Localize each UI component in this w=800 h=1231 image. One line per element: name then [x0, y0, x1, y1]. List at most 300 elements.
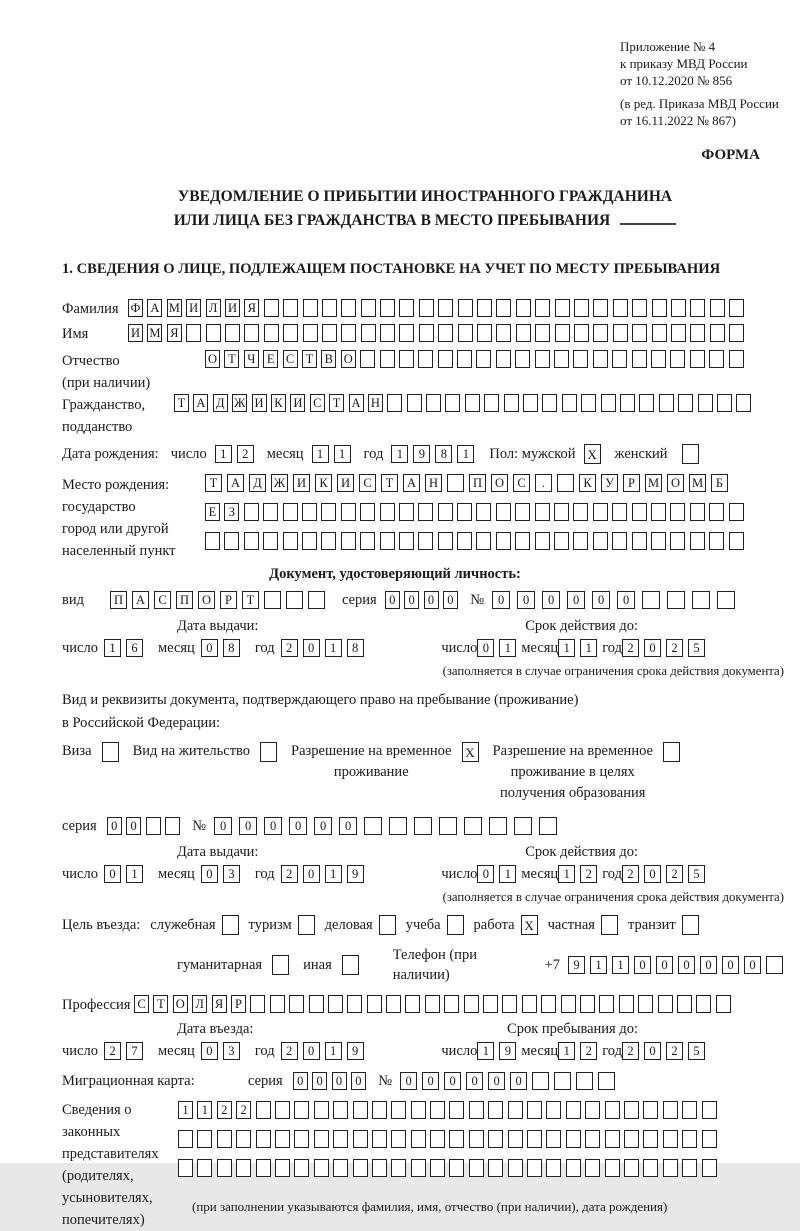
cell[interactable]: Т — [302, 350, 317, 368]
cell[interactable]: 2 — [236, 1101, 251, 1119]
cell[interactable] — [585, 1159, 600, 1177]
cell[interactable]: 6 — [126, 639, 143, 657]
cell[interactable] — [333, 1101, 348, 1119]
cell[interactable]: 2 — [237, 445, 254, 463]
cell[interactable] — [430, 1159, 445, 1177]
cell[interactable] — [710, 324, 725, 342]
cell[interactable] — [360, 503, 375, 521]
cell[interactable] — [321, 503, 336, 521]
purpose-other-checkbox[interactable] — [342, 955, 359, 975]
cell[interactable]: 9 — [413, 445, 430, 463]
cell[interactable] — [341, 299, 356, 317]
cell[interactable] — [438, 324, 453, 342]
cell[interactable] — [632, 324, 647, 342]
visa-checkbox[interactable] — [102, 742, 119, 762]
cell[interactable] — [458, 324, 473, 342]
cell[interactable] — [496, 299, 511, 317]
cell[interactable] — [298, 915, 315, 935]
cell[interactable]: П — [469, 474, 486, 492]
cell[interactable]: 2 — [666, 1042, 683, 1060]
cell[interactable]: А — [403, 474, 420, 492]
cell[interactable] — [566, 1101, 581, 1119]
cell[interactable]: 1 — [312, 445, 329, 463]
cell[interactable]: 7 — [126, 1042, 143, 1060]
cell[interactable]: 2 — [666, 639, 683, 657]
cell[interactable] — [736, 394, 751, 412]
cell[interactable] — [458, 299, 473, 317]
cell[interactable]: 1 — [325, 639, 342, 657]
cell[interactable] — [399, 532, 414, 550]
cell[interactable] — [399, 324, 414, 342]
cell[interactable] — [716, 995, 731, 1013]
cell[interactable]: Р — [220, 591, 237, 609]
cell[interactable] — [508, 1101, 523, 1119]
cell[interactable]: 1 — [325, 865, 342, 883]
cell[interactable]: Ч — [244, 350, 259, 368]
cell[interactable] — [465, 394, 480, 412]
cell[interactable] — [386, 995, 401, 1013]
cell[interactable] — [624, 1159, 639, 1177]
cell[interactable] — [205, 532, 220, 550]
cell[interactable]: Е — [263, 350, 278, 368]
cell[interactable]: Т — [381, 474, 398, 492]
cell[interactable] — [729, 532, 744, 550]
cell[interactable] — [364, 817, 382, 835]
cell[interactable]: С — [359, 474, 376, 492]
cell[interactable]: 0 — [510, 1072, 527, 1090]
cell[interactable] — [399, 299, 414, 317]
cell[interactable]: 2 — [580, 1042, 597, 1060]
cell[interactable] — [438, 503, 453, 521]
cell[interactable] — [353, 1159, 368, 1177]
cell[interactable]: 5 — [688, 865, 705, 883]
cell[interactable]: X — [584, 444, 601, 464]
cell[interactable]: О — [341, 350, 356, 368]
cell[interactable] — [554, 503, 569, 521]
cell[interactable]: 0 — [477, 865, 494, 883]
cell[interactable] — [566, 1130, 581, 1148]
cell[interactable] — [361, 324, 376, 342]
cell[interactable] — [532, 1072, 549, 1090]
cell[interactable] — [438, 532, 453, 550]
cell[interactable] — [651, 503, 666, 521]
cell[interactable]: 1 — [558, 865, 575, 883]
cell[interactable] — [677, 995, 692, 1013]
cell[interactable]: 0 — [722, 956, 739, 974]
cell[interactable] — [263, 503, 278, 521]
cell[interactable]: 9 — [499, 1042, 516, 1060]
cell[interactable]: 1 — [580, 639, 597, 657]
cell[interactable] — [411, 1101, 426, 1119]
cell[interactable] — [488, 1130, 503, 1148]
cell[interactable] — [426, 394, 441, 412]
cell[interactable] — [488, 1101, 503, 1119]
cell[interactable]: Т — [205, 474, 222, 492]
cell[interactable] — [328, 995, 343, 1013]
cell[interactable] — [717, 591, 735, 609]
cell[interactable] — [546, 1159, 561, 1177]
cell[interactable]: 0 — [567, 591, 585, 609]
cell[interactable]: 0 — [542, 591, 560, 609]
cell[interactable]: П — [176, 591, 193, 609]
cell[interactable] — [593, 503, 608, 521]
cell[interactable]: 0 — [422, 1072, 439, 1090]
cell[interactable] — [682, 1159, 697, 1177]
cell[interactable] — [222, 915, 239, 935]
cell[interactable] — [508, 1130, 523, 1148]
cell[interactable] — [696, 995, 711, 1013]
cell[interactable] — [573, 503, 588, 521]
cell[interactable] — [585, 1101, 600, 1119]
cell[interactable]: 0 — [404, 591, 419, 609]
cell[interactable] — [418, 350, 433, 368]
cell[interactable] — [561, 995, 576, 1013]
cell[interactable] — [535, 299, 550, 317]
cell[interactable]: И — [252, 394, 267, 412]
cell[interactable]: Д — [249, 474, 266, 492]
purpose-study-checkbox[interactable] — [447, 915, 464, 935]
cell[interactable]: 1 — [178, 1101, 193, 1119]
cell[interactable] — [667, 591, 685, 609]
cell[interactable] — [585, 1130, 600, 1148]
cell[interactable]: 0 — [385, 591, 400, 609]
cell[interactable]: 0 — [289, 817, 307, 835]
cell[interactable]: И — [293, 474, 310, 492]
cell[interactable] — [573, 350, 588, 368]
cell[interactable]: 0 — [339, 817, 357, 835]
cell[interactable]: Ж — [234, 396, 246, 410]
cell[interactable]: О — [173, 995, 188, 1013]
cell[interactable] — [652, 299, 667, 317]
cell[interactable] — [601, 394, 616, 412]
cell[interactable] — [387, 394, 402, 412]
cell[interactable]: 2 — [622, 1042, 639, 1060]
cell[interactable] — [353, 1130, 368, 1148]
cell[interactable] — [272, 955, 289, 975]
cell[interactable]: 1 — [558, 1042, 575, 1060]
cell[interactable] — [236, 1159, 251, 1177]
cell[interactable] — [632, 532, 647, 550]
cell[interactable] — [523, 394, 538, 412]
cell[interactable] — [294, 1101, 309, 1119]
cell[interactable]: 0 — [126, 817, 141, 835]
cell[interactable] — [514, 817, 532, 835]
cell[interactable] — [217, 1159, 232, 1177]
cell[interactable] — [294, 1130, 309, 1148]
cell[interactable]: Я — [244, 299, 259, 317]
cell[interactable] — [260, 742, 277, 762]
cell[interactable] — [651, 532, 666, 550]
cell[interactable] — [314, 1130, 329, 1148]
cell[interactable]: . — [535, 474, 552, 492]
cell[interactable]: 0 — [443, 591, 458, 609]
cell[interactable] — [457, 532, 472, 550]
cell[interactable] — [333, 1159, 348, 1177]
cell[interactable] — [283, 532, 298, 550]
cell[interactable] — [535, 324, 550, 342]
cell[interactable]: Е — [205, 503, 220, 521]
cell[interactable] — [399, 503, 414, 521]
cell[interactable] — [555, 299, 570, 317]
cell[interactable]: 1 — [477, 1042, 494, 1060]
cell[interactable] — [309, 995, 324, 1013]
cell[interactable] — [236, 1130, 251, 1148]
cell[interactable]: 0 — [351, 1072, 366, 1090]
cell[interactable] — [522, 995, 537, 1013]
cell[interactable]: 8 — [435, 445, 452, 463]
cell[interactable] — [419, 324, 434, 342]
cell[interactable] — [469, 1159, 484, 1177]
cell[interactable] — [638, 995, 653, 1013]
cell[interactable]: 0 — [644, 639, 661, 657]
cell[interactable] — [263, 532, 278, 550]
cell[interactable] — [690, 532, 705, 550]
cell[interactable]: Д — [213, 394, 228, 412]
cell[interactable] — [555, 324, 570, 342]
cell[interactable] — [729, 299, 744, 317]
cell[interactable] — [322, 324, 337, 342]
cell[interactable]: Л — [206, 299, 221, 317]
cell[interactable]: 0 — [303, 639, 320, 657]
cell[interactable] — [256, 1130, 271, 1148]
cell[interactable] — [670, 532, 685, 550]
cell[interactable] — [599, 995, 614, 1013]
cell[interactable] — [314, 1101, 329, 1119]
cell[interactable] — [504, 394, 519, 412]
cell[interactable] — [539, 817, 557, 835]
cell[interactable]: Т — [224, 350, 239, 368]
cell[interactable]: Б — [711, 474, 728, 492]
cell[interactable] — [670, 503, 685, 521]
cell[interactable] — [438, 350, 453, 368]
cell[interactable] — [663, 742, 680, 762]
cell[interactable] — [619, 995, 634, 1013]
cell[interactable] — [464, 817, 482, 835]
cell[interactable] — [314, 1159, 329, 1177]
cell[interactable] — [389, 817, 407, 835]
cell[interactable] — [651, 350, 666, 368]
cell[interactable] — [508, 1159, 523, 1177]
cell[interactable] — [250, 995, 265, 1013]
cell[interactable] — [476, 350, 491, 368]
cell[interactable]: Н — [368, 394, 383, 412]
cell[interactable]: 0 — [424, 591, 439, 609]
cell[interactable] — [690, 350, 705, 368]
cell[interactable] — [469, 1130, 484, 1148]
cell[interactable]: 0 — [314, 817, 332, 835]
cell[interactable] — [535, 532, 550, 550]
cell[interactable] — [580, 995, 595, 1013]
cell[interactable] — [710, 299, 725, 317]
cell[interactable] — [476, 503, 491, 521]
cell[interactable]: И — [128, 324, 143, 342]
cell[interactable]: 2 — [104, 1042, 121, 1060]
cell[interactable] — [469, 1101, 484, 1119]
cell[interactable] — [496, 532, 511, 550]
cell[interactable]: 5 — [688, 1042, 705, 1060]
cell[interactable]: 0 — [303, 865, 320, 883]
cell[interactable] — [102, 742, 119, 762]
cell[interactable]: 2 — [622, 639, 639, 657]
cell[interactable] — [439, 817, 457, 835]
cell[interactable] — [225, 324, 240, 342]
cell[interactable] — [601, 915, 618, 935]
cell[interactable] — [341, 324, 356, 342]
cell[interactable]: 1 — [215, 445, 232, 463]
cell[interactable] — [283, 324, 298, 342]
cell[interactable] — [612, 532, 627, 550]
cell[interactable] — [496, 350, 511, 368]
cell[interactable] — [217, 1130, 232, 1148]
cell[interactable] — [527, 1101, 542, 1119]
cell[interactable] — [372, 1130, 387, 1148]
cell[interactable] — [546, 1101, 561, 1119]
cell[interactable] — [658, 995, 673, 1013]
cell[interactable] — [380, 324, 395, 342]
cell[interactable] — [682, 915, 699, 935]
cell[interactable] — [702, 1130, 717, 1148]
cell[interactable]: 0 — [678, 956, 695, 974]
cell[interactable] — [256, 1101, 271, 1119]
cell[interactable]: П — [110, 591, 127, 609]
cell[interactable]: 1 — [558, 639, 575, 657]
cell[interactable]: К — [315, 474, 332, 492]
cell[interactable] — [546, 1130, 561, 1148]
cell[interactable] — [165, 817, 180, 835]
cell[interactable]: И — [186, 299, 201, 317]
cell[interactable] — [447, 474, 464, 492]
cell[interactable]: Р — [623, 474, 640, 492]
cell[interactable]: 0 — [201, 639, 218, 657]
cell[interactable]: М — [168, 301, 180, 315]
cell[interactable] — [425, 995, 440, 1013]
cell[interactable] — [353, 1101, 368, 1119]
cell[interactable] — [197, 1130, 212, 1148]
cell[interactable] — [361, 299, 376, 317]
purpose-work-checkbox[interactable] — [521, 915, 538, 935]
cell[interactable] — [709, 350, 724, 368]
cell[interactable] — [632, 350, 647, 368]
cell[interactable] — [554, 350, 569, 368]
cell[interactable]: X — [521, 915, 538, 935]
cell[interactable]: М — [689, 474, 706, 492]
cell[interactable] — [515, 350, 530, 368]
cell[interactable]: Л — [192, 995, 207, 1013]
cell[interactable]: Т — [242, 591, 259, 609]
cell[interactable] — [289, 995, 304, 1013]
cell[interactable] — [663, 1159, 678, 1177]
purpose-business-checkbox[interactable] — [222, 915, 239, 935]
cell[interactable] — [360, 350, 375, 368]
purpose-tourism-checkbox[interactable] — [298, 915, 315, 935]
cell[interactable] — [244, 532, 259, 550]
cell[interactable]: 0 — [293, 1072, 308, 1090]
cell[interactable] — [411, 1130, 426, 1148]
cell[interactable]: 2 — [281, 1042, 298, 1060]
cell[interactable] — [612, 350, 627, 368]
cell[interactable]: 0 — [644, 1042, 661, 1060]
cell[interactable] — [496, 503, 511, 521]
cell[interactable]: 9 — [347, 1042, 364, 1060]
cell[interactable] — [554, 532, 569, 550]
cell[interactable] — [593, 324, 608, 342]
phone-cells[interactable] — [568, 956, 788, 974]
cell[interactable]: 0 — [107, 817, 122, 835]
cell[interactable] — [729, 350, 744, 368]
cell[interactable] — [308, 591, 325, 609]
cell[interactable]: 1 — [499, 865, 516, 883]
cell[interactable] — [557, 474, 574, 492]
cell[interactable] — [620, 394, 635, 412]
cell[interactable]: С — [134, 995, 149, 1013]
cell[interactable] — [562, 394, 577, 412]
cell[interactable]: С — [154, 591, 171, 609]
sex-female-checkbox[interactable] — [682, 444, 699, 464]
cell[interactable] — [347, 995, 362, 1013]
cell[interactable]: И — [290, 394, 305, 412]
cell[interactable]: X — [462, 742, 479, 762]
cell[interactable] — [581, 394, 596, 412]
cell[interactable] — [643, 1159, 658, 1177]
cell[interactable] — [391, 1130, 406, 1148]
cell[interactable]: С — [283, 350, 298, 368]
cell[interactable] — [407, 394, 422, 412]
cell[interactable] — [380, 299, 395, 317]
cell[interactable] — [574, 324, 589, 342]
cell[interactable]: 0 — [517, 591, 535, 609]
cell[interactable]: 0 — [634, 956, 651, 974]
cell[interactable] — [186, 324, 201, 342]
cell[interactable] — [542, 394, 557, 412]
cell[interactable]: Н — [425, 474, 442, 492]
cell[interactable]: К — [271, 394, 286, 412]
cell[interactable]: 0 — [466, 1072, 483, 1090]
cell[interactable] — [690, 324, 705, 342]
cell[interactable]: С — [310, 394, 325, 412]
cell[interactable]: 3 — [223, 865, 240, 883]
cell[interactable] — [527, 1130, 542, 1148]
cell[interactable] — [642, 591, 660, 609]
cell[interactable]: Я — [167, 324, 182, 342]
cell[interactable] — [264, 299, 279, 317]
cell[interactable] — [418, 503, 433, 521]
cell[interactable]: М — [645, 474, 662, 492]
cell[interactable] — [256, 1159, 271, 1177]
cell[interactable]: 5 — [688, 639, 705, 657]
cell[interactable] — [275, 1101, 290, 1119]
cell[interactable]: 0 — [104, 865, 121, 883]
cell[interactable] — [380, 532, 395, 550]
cell[interactable] — [624, 1101, 639, 1119]
purpose-commercial-checkbox[interactable] — [379, 915, 396, 935]
cell[interactable]: Т — [329, 394, 344, 412]
cell[interactable] — [729, 324, 744, 342]
cell[interactable]: 1 — [457, 445, 474, 463]
cell[interactable] — [264, 324, 279, 342]
cell[interactable]: Я — [212, 995, 227, 1013]
cell[interactable]: 9 — [568, 956, 585, 974]
cell[interactable]: 1 — [334, 445, 351, 463]
cell[interactable] — [612, 503, 627, 521]
cell[interactable]: О — [667, 474, 684, 492]
cell[interactable] — [449, 1101, 464, 1119]
cell[interactable] — [286, 591, 303, 609]
cell[interactable] — [333, 1130, 348, 1148]
cell[interactable] — [639, 394, 654, 412]
cell[interactable] — [682, 444, 699, 464]
cell[interactable]: 9 — [347, 865, 364, 883]
purpose-private-checkbox[interactable] — [601, 915, 618, 935]
